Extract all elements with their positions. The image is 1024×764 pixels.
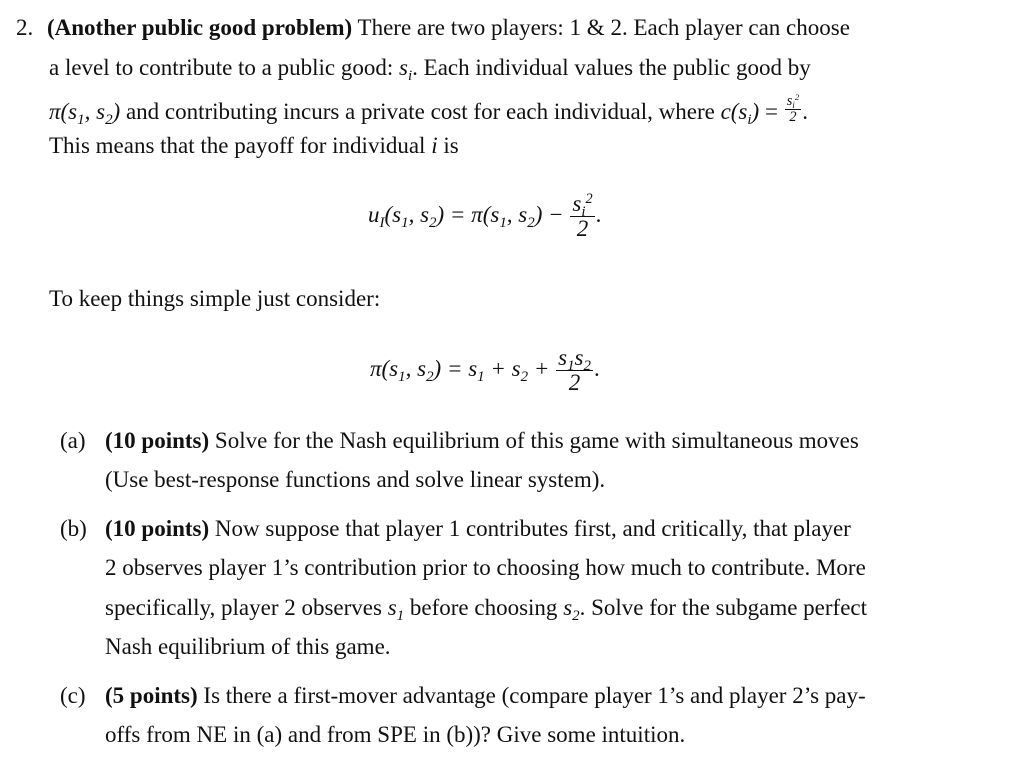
part-b-text-3c: . Solve for the subgame perfect bbox=[579, 595, 868, 620]
intro-text-2b: . Each individual values the public good by bbox=[412, 55, 811, 80]
intro-text-1: There are two players: 1 & 2. Each player can choose bbox=[352, 15, 850, 40]
pi-equation: $\pi(s_1$, $s_2) = s_1 + s_2$ + $\frac{s_1s_2}{2}$ . bbox=[370, 345, 600, 396]
problem-title: (Another public good problem) bbox=[47, 15, 353, 40]
part-a-points: (10 points) bbox=[105, 428, 210, 453]
problem-number: 2. bbox=[16, 15, 34, 40]
part-b-line-2: 2 observes player 1’s contribution prior to choosing how much to contribute. More bbox=[105, 555, 866, 580]
pi-fraction: $\frac{s_1s_2}{2}$ bbox=[558, 345, 591, 396]
part-c-label: (c) bbox=[60, 683, 86, 708]
intro-text-4: This means that the payoff for individual bbox=[49, 133, 426, 158]
keep-simple-line bbox=[49, 287, 380, 310]
keep-simple-text: To keep things simple just consider: bbox=[49, 286, 381, 311]
problem-line-3: $\pi(s_1$, $s_2$) and contributing incurs a private cost for each individual, where $c(s_i)$ = $\frac{s_i^2}{2}$ . bbox=[49, 92, 808, 129]
part-c-text-1: Is there a first-mover advantage (compare player 1’s and player 2’s pay- bbox=[197, 683, 866, 708]
math-cost: $c(s_i)$ bbox=[720, 98, 760, 129]
payoff-equation: $u_I(s_1$, $s_2) = \pi(s_1$, $s_2$) − $\frac{s_i^2}{2}$ . bbox=[368, 191, 602, 242]
part-c-points: (5 points) bbox=[105, 683, 198, 708]
part-b-text-3b: before choosing bbox=[409, 595, 558, 620]
intro-text-3b: and contributing incurs a private cost for each individual, where bbox=[120, 98, 715, 124]
part-b-line-4: Nash equilibrium of this game. bbox=[105, 634, 391, 659]
problem-line-2 bbox=[49, 55, 811, 85]
part-a-text-1: Solve for the Nash equilibrium of this game with simultaneous moves bbox=[209, 428, 859, 453]
intro-text-2: a level to contribute to a public good: bbox=[49, 55, 394, 80]
math-i: i bbox=[431, 133, 438, 158]
math-s1: $s_1$ bbox=[387, 595, 405, 625]
payoff-fraction: $\frac{s_i^2}{2}$ bbox=[572, 191, 593, 242]
intro-text-4b: is bbox=[443, 133, 459, 158]
math-si: $s_i$ bbox=[399, 55, 413, 85]
part-a-label: (a) bbox=[60, 428, 86, 453]
math-cost-fraction: $\frac{s_i^2}{2}$ bbox=[786, 92, 800, 125]
part-c-line-1 bbox=[105, 684, 866, 707]
part-b-text-1: Now suppose that player 1 contributes first, and critically, that player bbox=[209, 516, 851, 541]
math-s2: $s_2$ bbox=[563, 595, 580, 625]
part-a-line-2: (Use best-response functions and solve linear system). bbox=[105, 467, 606, 492]
part-b-text-3a: specifically, player 2 observes bbox=[105, 595, 382, 620]
part-b-line-1 bbox=[105, 517, 851, 540]
part-b-line-3 bbox=[105, 595, 868, 625]
part-c-line-2: offs from NE in (a) and from SPE in (b))? Give some intuition. bbox=[105, 722, 686, 747]
problem-line-4 bbox=[49, 134, 459, 157]
math-pi-s1-s2: $\pi(s_1$, $s_2$) bbox=[49, 98, 121, 129]
problem-line-1 bbox=[16, 16, 850, 39]
part-b-label: (b) bbox=[60, 516, 87, 541]
part-b-points: (10 points) bbox=[105, 516, 210, 541]
part-a-line-1 bbox=[105, 429, 859, 452]
